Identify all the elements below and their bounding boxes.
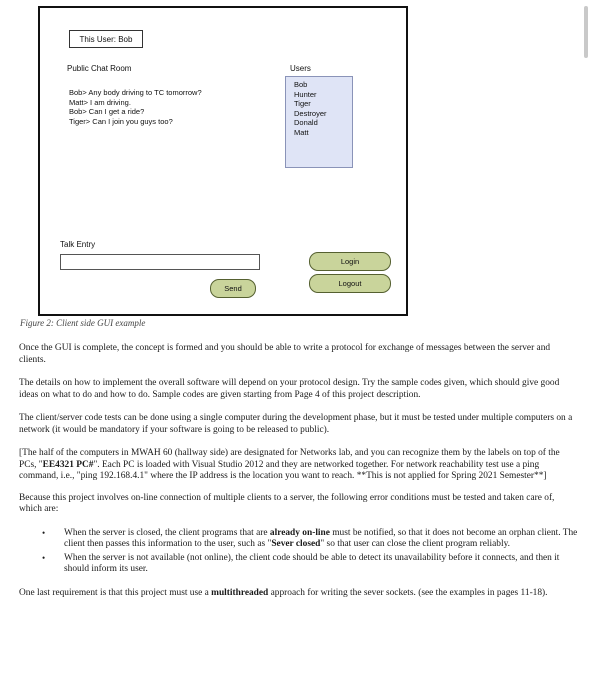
users-list: [285, 76, 353, 168]
paragraph: Because this project involves on-line connection of multiple clients to a server, the following error conditions must be tested and taken care of, which are:: [19, 492, 555, 514]
user-item: Donald: [294, 118, 318, 127]
chat-log: [69, 88, 202, 126]
paragraph: The client/server code tests can be done using a single computer during the development phase, but it must be tested under multiple computers on a network (it would be mandatory if your software is going to be released to public).: [19, 413, 573, 435]
user-item: Hunter: [294, 89, 317, 99]
logout-button-label: Logout: [338, 279, 362, 288]
user-item: Bob: [294, 80, 308, 89]
paragraph-lab-note: [19, 448, 579, 483]
send-button-label: Send: [224, 284, 242, 293]
bold-text: multithreaded: [211, 587, 269, 598]
text-run: One last requirement is that this project must use a: [19, 587, 212, 598]
chat-message: Tiger> Can I join you guys too?: [69, 116, 173, 126]
vertical-scrollbar[interactable]: [584, 6, 588, 58]
text-run: ". Each PC is loaded with Visual Studio 2012 and they are networked together. For network reachability test use a ping command, i.e., "ping 192.168.4.1" where the IP address is the location you want to reach. **This is not applied for Spring 2021 Semester**]: [19, 459, 547, 481]
this-user-box: [69, 30, 143, 48]
text-run: [The half of the computers in MWAH 60 (hallway side) are designated for Networks lab, and you can recognize them by the labels on top of the PCs, ": [19, 448, 560, 470]
error-conditions-list: [19, 528, 579, 576]
user-item: Tiger: [294, 99, 311, 108]
paragraph: The details on how to implement the overall software will depend on your protocol design. Try the sample codes given, which should give good ideas on what to do and how to do. Sample codes are given starting from Page 4 of this project description.: [19, 378, 560, 400]
chat-room-label: Public Chat Room: [67, 64, 132, 73]
chat-message: Matt> I am driving.: [69, 97, 131, 107]
bold-text: already on-line: [269, 527, 330, 538]
client-gui-figure: [38, 6, 408, 316]
list-item: [42, 552, 579, 576]
chat-message: Bob> Can I get a ride?: [69, 107, 145, 116]
document-body: [19, 343, 579, 611]
bold-text: Sever closed: [271, 539, 321, 549]
this-user-label: This User: Bob: [79, 34, 133, 44]
user-item: Destroyer: [294, 108, 327, 118]
text-run: approach for writing the sever sockets. (see the examples in pages 11-18).: [268, 587, 548, 598]
text-run: When the server is not available (not online), the client code should be able to detect its unavailability before it connects, and then it should inform its user.: [64, 552, 560, 574]
chat-message: Bob> Any body driving to TC tomorrow?: [69, 88, 202, 97]
user-item: Matt: [294, 127, 309, 137]
bullet-icon: •: [42, 527, 46, 538]
login-button: [309, 252, 391, 271]
list-item: [42, 527, 579, 551]
figure-caption: Figure 2: Client side GUI example: [20, 318, 146, 328]
logout-button: [309, 274, 391, 293]
users-label: Users: [290, 64, 311, 73]
talk-entry-label: Talk Entry: [60, 240, 96, 249]
send-button: [210, 279, 256, 298]
talk-entry-input: [60, 254, 260, 270]
text-run: " so that user can close the client program reliably.: [320, 539, 510, 549]
text-run: must be notified, so that it does not become an orphan client. The client then passes this information to the user, such as ": [64, 527, 578, 549]
text-run: When the server is closed, the client programs that are: [64, 527, 270, 538]
bold-text: EE4321 PC#: [42, 459, 94, 470]
bullet-icon: •: [42, 552, 46, 563]
paragraph-requirement: [19, 588, 579, 600]
paragraph: Once the GUI is complete, the concept is formed and you should be able to write a protocol for exchange of messages between the server and clients.: [19, 343, 551, 365]
login-button-label: Login: [340, 257, 360, 266]
